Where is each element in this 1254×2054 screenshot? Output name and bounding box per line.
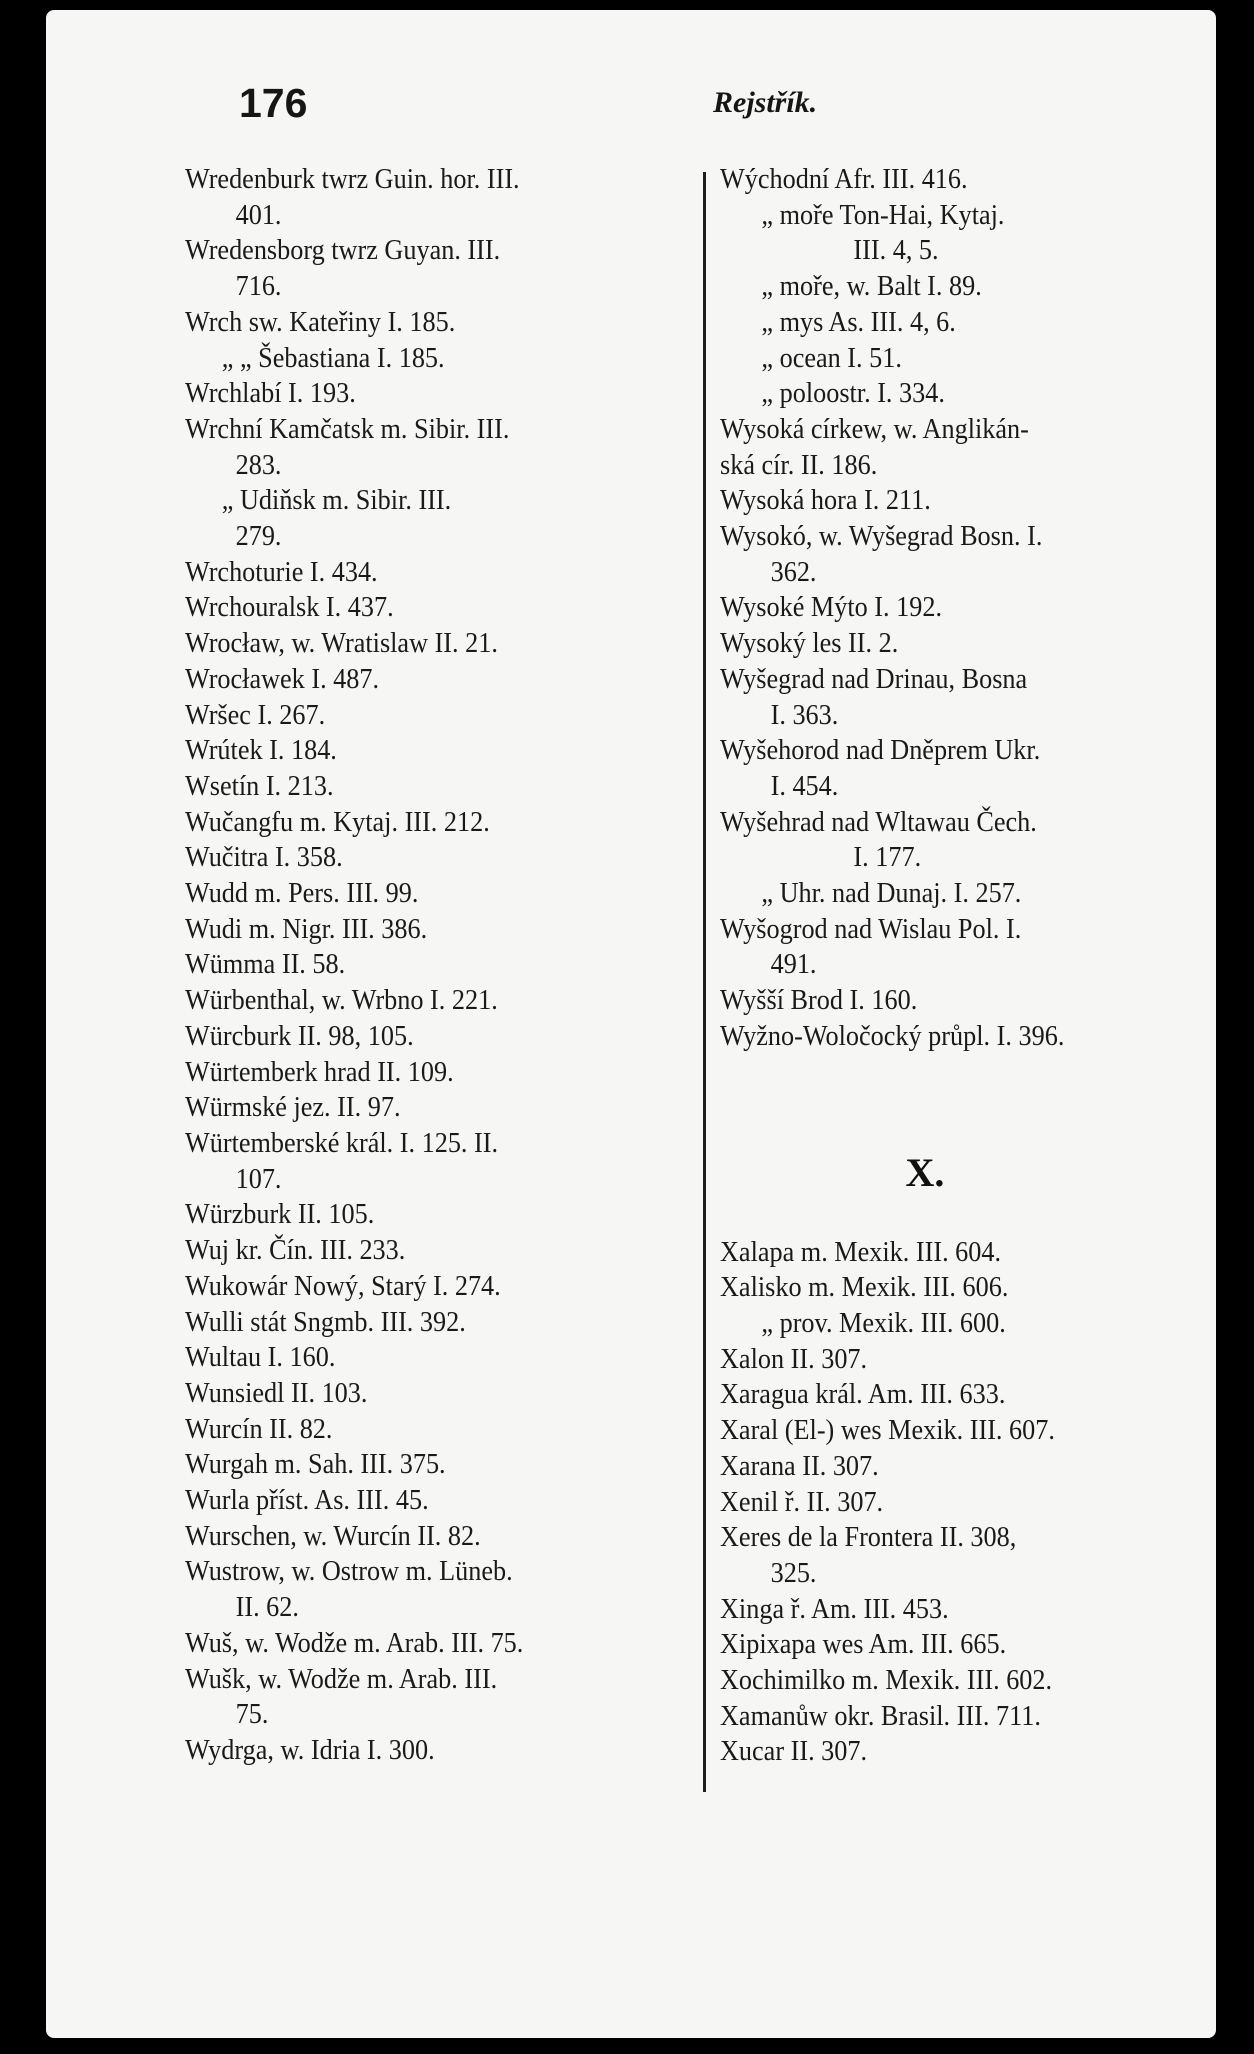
index-entry: Wučangfu m. Kytaj. III. 212.: [185, 806, 490, 838]
index-entry: „ poloostr. I. 334.: [761, 378, 945, 410]
index-entry: „ mys As. III. 4, 6.: [761, 306, 956, 338]
index-entry: „ Udiňsk m. Sibir. III.: [221, 485, 452, 517]
right-column: [720, 162, 1190, 1770]
index-entry: Wudd m. Pers. III. 99.: [185, 878, 419, 910]
index-entry: Würzburk II. 105.: [185, 1199, 375, 1231]
index-entry: Wurla příst. As. III. 45.: [185, 1485, 429, 1517]
index-entry: Wrch sw. Kateřiny I. 185.: [185, 306, 456, 338]
index-entry: „ moře Ton-Hai, Kytaj.: [761, 199, 1005, 231]
index-entry: „ „ Šebastiana I. 185.: [221, 342, 445, 374]
index-entry: Xalisko m. Mexik. III. 606.: [720, 1272, 1009, 1304]
index-entry: Wultau I. 160.: [185, 1342, 336, 1374]
index-entry: Wýchodní Afr. III. 416.: [720, 164, 968, 195]
index-entry: 325.: [770, 1557, 817, 1589]
index-entry: I. 454.: [770, 770, 839, 802]
left-column: [185, 162, 705, 1769]
index-entry: Wunsiedl II. 103.: [185, 1377, 368, 1409]
index-entry: Wušk, w. Wodže m. Arab. III.: [185, 1663, 498, 1695]
index-entry: Wredensborg twrz Guyan. III.: [185, 235, 501, 267]
running-title: Rejstřík.: [713, 86, 818, 119]
index-entry: Würtemberk hrad II. 109.: [185, 1056, 454, 1088]
index-entry: Xucar II. 307.: [720, 1736, 868, 1768]
index-entry: Wrchoturie I. 434.: [185, 556, 378, 588]
index-entry: Wyšší Brod I. 160.: [720, 985, 918, 1017]
index-entry: Wuj kr. Čín. III. 233.: [185, 1235, 406, 1267]
index-entry: „ ocean I. 51.: [761, 342, 902, 374]
index-entry: „ moře, w. Balt I. 89.: [761, 271, 982, 303]
index-entry: I. 363.: [770, 699, 839, 731]
index-entry: Wurgah m. Sah. III. 375.: [185, 1449, 446, 1481]
index-entry: Wydrga, w. Idria I. 300.: [185, 1734, 435, 1766]
index-entry: Würbenthal, w. Wrbno I. 221.: [185, 985, 498, 1017]
index-entry: Wulli stát Sngmb. III. 392.: [185, 1306, 466, 1338]
index-entry: Wyšogrod nad Wislau Pol. I.: [720, 913, 1022, 945]
index-entry: Wrocławek I. 487.: [185, 663, 380, 695]
index-entry: 75.: [235, 1699, 269, 1731]
index-entry: Xeres de la Frontera II. 308,: [720, 1522, 1017, 1554]
index-entry: Wyšegrad nad Drinau, Bosna: [720, 663, 1028, 695]
index-entry: Xamanůw okr. Brasil. III. 711.: [720, 1700, 1041, 1732]
index-entry: Wuš, w. Wodže m. Arab. III. 75.: [185, 1627, 524, 1659]
index-entry: 279.: [235, 521, 282, 553]
index-entry: Wrocław, w. Wratislaw II. 21.: [185, 628, 498, 660]
index-entry: Wyžno-Woločocký průpl. I. 396.: [720, 1020, 1065, 1052]
index-entry: 362.: [770, 556, 817, 588]
index-entry: Xenil ř. II. 307.: [720, 1486, 884, 1518]
index-entry: Wysokó, w. Wyšegrad Bosn. I.: [720, 521, 1043, 553]
index-entry: Xochimilko m. Mexik. III. 602.: [720, 1665, 1053, 1697]
index-entry: 716.: [235, 271, 282, 303]
index-entry: Xalapa m. Mexik. III. 604.: [720, 1236, 1002, 1268]
index-entry: Wudi m. Nigr. III. 386.: [185, 913, 428, 945]
index-entry: Wysoká hora I. 211.: [720, 485, 931, 517]
index-entry: 491.: [770, 949, 817, 981]
index-entry: Wsetín I. 213.: [185, 770, 334, 802]
index-entry: 283.: [235, 449, 282, 481]
section-spacer: [720, 1055, 1190, 1151]
index-entry: „ prov. Mexik. III. 600.: [761, 1307, 1006, 1339]
index-entry: Würtemberské král. I. 125. II.: [185, 1127, 499, 1159]
index-entry: III. 4, 5.: [853, 235, 939, 267]
index-entry: Wredenburk twrz Guin. hor. III.: [185, 164, 520, 195]
index-entry: Würcburk II. 98, 105.: [185, 1020, 414, 1052]
index-entry: Wurschen, w. Wurcín II. 82.: [185, 1520, 481, 1552]
index-entry: Xaragua král. Am. III. 633.: [720, 1379, 1006, 1411]
index-entry: Wustrow, w. Ostrow m. Lüneb.: [185, 1556, 513, 1588]
index-entry: Wučitra I. 358.: [185, 842, 343, 874]
index-entry: Wrchouralsk I. 437.: [185, 592, 394, 624]
index-entry: Wysoké Mýto I. 192.: [720, 592, 943, 624]
page-header: [46, 80, 1216, 140]
index-entry: Xinga ř. Am. III. 453.: [720, 1593, 949, 1625]
index-entry: Xarana II. 307.: [720, 1450, 879, 1482]
index-entry: 401.: [235, 199, 282, 231]
index-entry: „ Uhr. nad Dunaj. I. 257.: [761, 878, 1022, 910]
index-entry: Wurcín II. 82.: [185, 1413, 333, 1445]
index-entry: Wümma II. 58.: [185, 949, 346, 981]
page-number: 176: [239, 80, 308, 126]
index-entry: Wrchní Kamčatsk m. Sibir. III.: [185, 413, 510, 445]
index-entry: I. 177.: [853, 842, 922, 874]
index-entry: Wysoký les II. 2.: [720, 628, 899, 660]
index-entry: Wrchlabí I. 193.: [185, 378, 356, 410]
section-heading: X.: [905, 1149, 945, 1195]
index-entry: Wysoká církew, w. Anglikán-: [720, 413, 1029, 445]
index-entry: Wršec I. 267.: [185, 699, 326, 731]
index-entry: II. 62.: [235, 1592, 299, 1624]
index-entry: Würmské jez. II. 97.: [185, 1092, 401, 1124]
index-entry: Wyšehrad nad Wltawau Čech.: [720, 806, 1037, 838]
index-entry: 107.: [235, 1163, 282, 1195]
index-entry: ská cír. II. 186.: [720, 449, 878, 481]
index-entry: Xaral (El-) wes Mexik. III. 607.: [720, 1415, 1055, 1447]
index-entry: Wrútek I. 184.: [185, 735, 337, 767]
index-entry: Wyšehorod nad Dněprem Ukr.: [720, 735, 1041, 767]
index-entry: Wukowár Nowý, Starý I. 274.: [185, 1270, 501, 1302]
index-entry: Xalon II. 307.: [720, 1343, 868, 1375]
index-entry: Xipixapa wes Am. III. 665.: [720, 1629, 1007, 1661]
